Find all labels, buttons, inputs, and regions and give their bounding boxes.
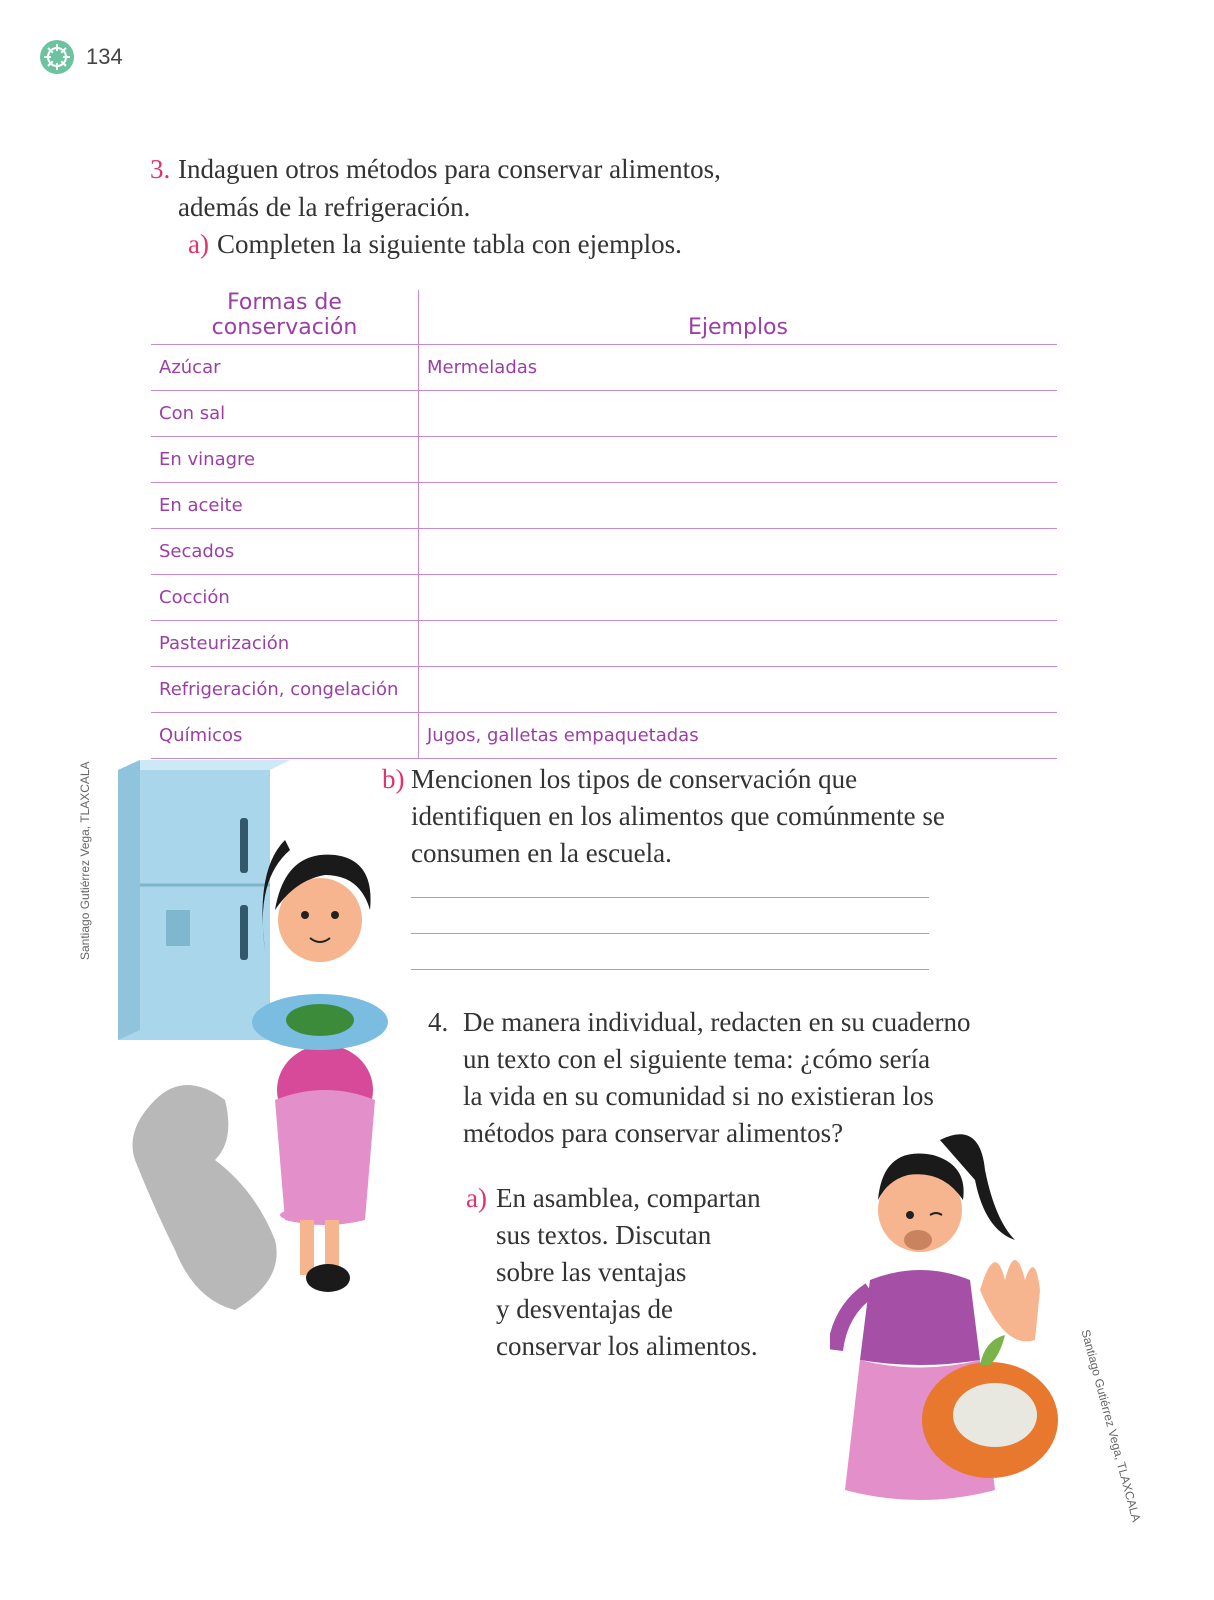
q3a-text: Completen la siguiente tabla con ejemplos. xyxy=(217,229,682,259)
q3-number xyxy=(150,150,170,188)
table-row xyxy=(151,529,1057,575)
row-example-field[interactable] xyxy=(419,667,1058,713)
table-row xyxy=(151,483,1057,529)
q4-line4: métodos para conservar alimentos? xyxy=(463,1118,844,1148)
header-formas: Formas de conservación xyxy=(151,290,419,345)
table-row xyxy=(151,391,1057,437)
row-example-field[interactable] xyxy=(419,437,1058,483)
row-example-field[interactable] xyxy=(419,483,1058,529)
table-row xyxy=(151,713,1057,759)
q4-number: 4. xyxy=(428,1007,449,1037)
table-row xyxy=(151,575,1057,621)
illustration-credit-left: Santiago Gutiérrez Vega, TLAXCALA xyxy=(78,761,92,960)
row-example-field[interactable] xyxy=(419,391,1058,437)
q4a-letter: a) xyxy=(466,1183,487,1213)
table-row xyxy=(151,345,1057,391)
page-badge-icon xyxy=(40,40,74,74)
girl-with-spoiled-food-illustration xyxy=(830,1120,1070,1520)
row-example-field[interactable] xyxy=(419,575,1058,621)
answer-line[interactable] xyxy=(411,933,929,934)
row-method: Secados xyxy=(151,529,419,575)
table-row xyxy=(151,621,1057,667)
q3b-line2: identifiquen en los alimentos que comúnmente se xyxy=(411,801,945,831)
q4a-line2: sus textos. Discutan xyxy=(496,1220,712,1250)
q3b-line1: Mencionen los tipos de conservación que xyxy=(411,764,858,794)
row-example-field[interactable] xyxy=(419,529,1058,575)
q3b-line3: consumen en la escuela. xyxy=(411,838,672,868)
q3-text-line1: Indaguen otros métodos para conservar alimentos, xyxy=(178,154,721,184)
q3a-letter: a) xyxy=(188,229,209,259)
page-number: 134 xyxy=(86,44,123,69)
row-example-field[interactable]: Jugos, galletas empaquetadas xyxy=(419,713,1058,759)
table-header-row xyxy=(151,290,1057,345)
q4a-line4: y desventajas de xyxy=(496,1294,673,1324)
q4a-line1: En asamblea, compartan xyxy=(496,1183,761,1213)
q3-number-label: 3. xyxy=(150,154,171,184)
row-method: Con sal xyxy=(151,391,419,437)
answer-line[interactable] xyxy=(411,897,929,898)
row-method: Químicos xyxy=(151,713,419,759)
row-method: Cocción xyxy=(151,575,419,621)
row-method: Azúcar xyxy=(151,345,419,391)
row-example-field[interactable] xyxy=(419,621,1058,667)
header-ejemplos: Ejemplos xyxy=(419,290,1058,345)
row-method: Refrigeración, congelación xyxy=(151,667,419,713)
answer-line[interactable] xyxy=(411,969,929,970)
q4a-line5: conservar los alimentos. xyxy=(496,1331,758,1361)
q4-line2: un texto con el siguiente tema: ¿cómo sería xyxy=(463,1044,931,1074)
q4-line1: De manera individual, redacten en su cuaderno xyxy=(463,1007,971,1037)
row-method: En vinagre xyxy=(151,437,419,483)
table-row xyxy=(151,667,1057,713)
q4-line3: la vida en su comunidad si no existieran los xyxy=(463,1081,934,1111)
q3-text-line2: además de la refrigeración. xyxy=(178,192,471,222)
q3b-letter: b) xyxy=(382,764,405,794)
row-method: En aceite xyxy=(151,483,419,529)
conservation-table xyxy=(151,290,1057,759)
row-example-field[interactable]: Mermeladas xyxy=(419,345,1058,391)
table-row xyxy=(151,437,1057,483)
q4a-line3: sobre las ventajas xyxy=(496,1257,687,1287)
girl-with-fridge-illustration xyxy=(100,760,400,1310)
row-method: Pasteurización xyxy=(151,621,419,667)
illustration-credit-right: Santiago Gutiérrez Vega, TLAXCALA xyxy=(1078,1328,1144,1524)
